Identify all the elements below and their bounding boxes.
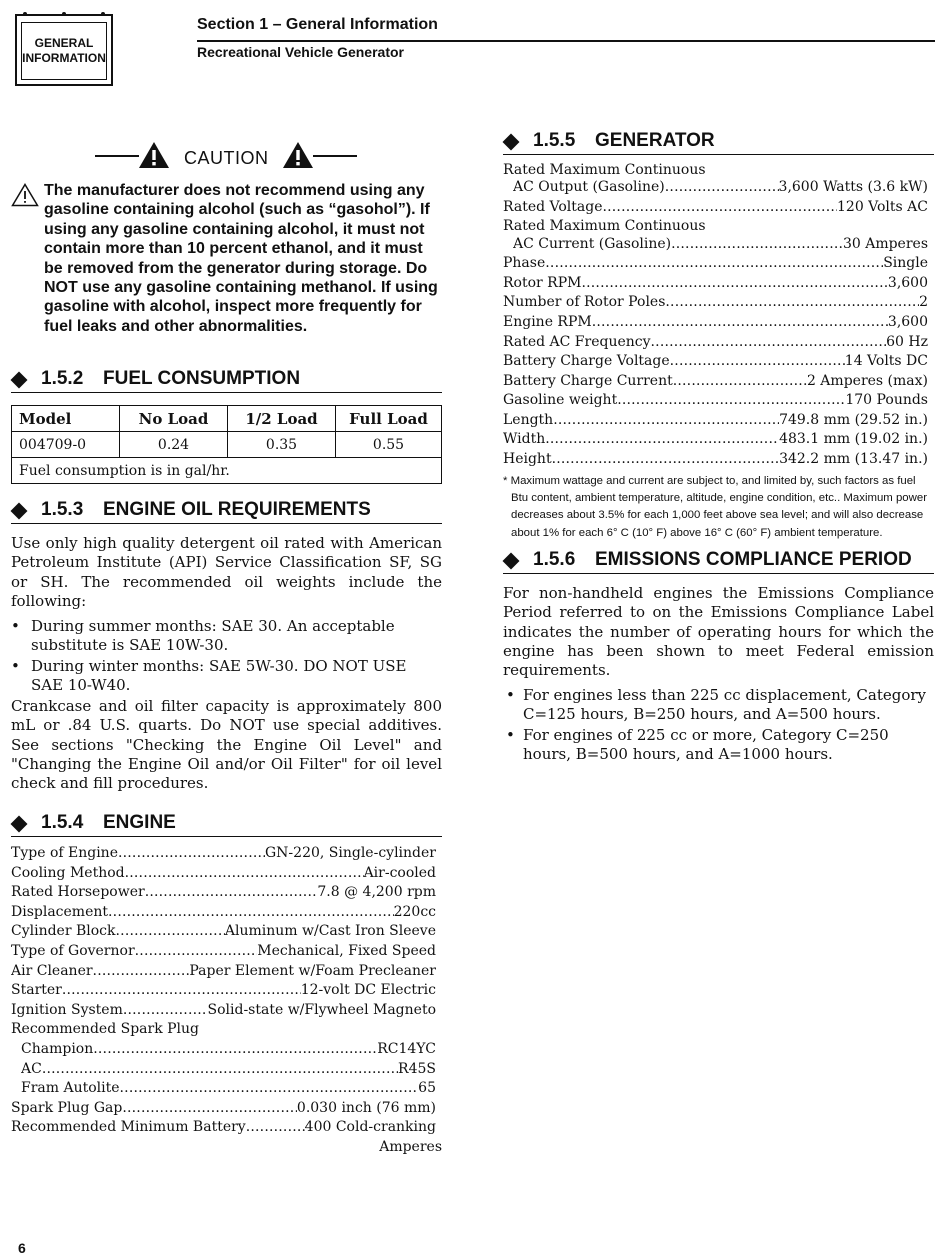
spec-label: Starter <box>11 982 62 998</box>
section-number: 1.5.3 <box>41 499 84 520</box>
header-rule <box>197 40 935 42</box>
spark-plug-heading: Recommended Spark Plug <box>11 1021 200 1037</box>
spec-label: Rated Horsepower <box>11 884 145 900</box>
spec-row <box>11 904 436 924</box>
caution-text: The manufacturer does not recommend using any gasoline containing alcohol (such as “gasohol”). If using any gasoline containing alcohol, it must not contain more than 10 percent ethanol, and it must be removed from the generator during storage. Do NOT use any gasoline containing methanol. If using gasoline with alcohol, inspect more frequently for fuel leaks and other abnormalities. <box>44 182 438 335</box>
column-header: 1/2 Load <box>228 406 336 432</box>
spec-row <box>503 314 928 334</box>
table-note: Fuel consumption is in gal/hr. <box>12 458 442 484</box>
spec-row <box>11 923 436 943</box>
spec-row <box>503 294 928 314</box>
spec-value: 0.030 inch (76 mm) <box>296 1100 436 1116</box>
spec-label: AC Current (Gasoline) <box>513 236 672 252</box>
spec-value-continued: Amperes <box>379 1139 442 1155</box>
spec-value: 3,600 <box>887 275 928 291</box>
spec-value: Single <box>883 255 928 271</box>
spec-value: 400 Cold-cranking <box>304 1119 436 1135</box>
column-header: Model <box>12 406 120 432</box>
spec-value: Aluminum w/Cast Iron Sleeve <box>224 923 436 939</box>
spec-row <box>11 1119 436 1139</box>
footnote-text: * Maximum wattage and current are subject to, and limited by, such factors as fuel Btu content, ambient temperature, altitude, engine condition, etc.. Maximum power decreases about 3.5% for each 1,000 feet above sea level; and will also decrease about 1% for each 6° C (10° F) above 16° C (60° F) ambient temperature. <box>503 475 927 539</box>
spec-label: Type of Engine <box>11 845 118 861</box>
table-cell: 0.55 <box>336 432 442 458</box>
list-item: • For engines less than 225 cc displacement, Category C=125 hours, B=250 hours, and A=500 hours. <box>506 686 934 725</box>
spec-row <box>11 845 436 865</box>
list-item: • During winter months: SAE 5W-30. DO NOT USE SAE 10-W40. <box>11 657 442 696</box>
column-header: No Load <box>120 406 228 432</box>
spec-label: Cylinder Block <box>11 923 116 939</box>
warning-triangle-icon <box>283 142 313 168</box>
spec-value: 65 <box>418 1080 436 1096</box>
spec-value: 3,600 <box>887 314 928 330</box>
spec-heading: Rated Maximum Continuous <box>503 218 706 234</box>
spec-row <box>503 431 928 451</box>
fuel-consumption-heading <box>11 370 442 393</box>
spec-label: Cooling Method <box>11 865 125 881</box>
spec-value: 483.1 mm (19.02 in.) <box>779 431 928 447</box>
spec-label: Battery Charge Current <box>503 373 673 389</box>
spec-value: 220cc <box>393 904 436 920</box>
section-heading: FUEL CONSUMPTION <box>103 368 301 389</box>
spec-row <box>503 199 928 219</box>
spec-row <box>21 1061 436 1081</box>
section-logo <box>15 14 113 86</box>
caution-label: CAUTION <box>184 148 269 168</box>
table-cell: 004709-0 <box>12 432 120 458</box>
diamond-bullet-icon <box>11 503 28 520</box>
caution-heading <box>95 140 357 172</box>
section-number: 1.5.6 <box>533 549 576 570</box>
spec-row <box>11 1002 436 1022</box>
spec-row <box>513 179 928 199</box>
spec-row <box>11 884 436 904</box>
spec-label: Rated Voltage <box>503 199 603 215</box>
spec-value: Mechanical, Fixed Speed <box>257 943 436 959</box>
warning-triangle-icon <box>139 142 169 168</box>
spec-row <box>21 1080 436 1100</box>
spec-row <box>503 353 928 373</box>
list-item-text: During winter months: SAE 5W-30. DO NOT USE SAE 10-W40. <box>31 657 407 695</box>
section-number: 1.5.2 <box>41 368 84 389</box>
warning-outline-icon <box>11 183 39 207</box>
list-item: • During summer months: SAE 30. An acceptable substitute is SAE 10W-30. <box>11 617 442 656</box>
spec-value: 12-volt DC Electric <box>300 982 436 998</box>
spec-label: Phase <box>503 255 546 271</box>
spec-label: Type of Governor <box>11 943 135 959</box>
spec-value: Solid-state w/Flywheel Magneto <box>207 1002 436 1018</box>
section-number: 1.5.5 <box>533 130 576 151</box>
section-heading: ENGINE OIL REQUIREMENTS <box>103 499 371 520</box>
spec-label: Air Cleaner <box>11 963 93 979</box>
spec-value: 170 Pounds <box>845 392 928 408</box>
generator-footnote <box>503 473 933 542</box>
spec-label: Fram Autolite <box>21 1080 120 1096</box>
list-item: • For engines of 225 cc or more, Category C=250 hours, B=500 hours, and A=1000 hours. <box>506 726 934 765</box>
spec-row <box>11 1100 436 1120</box>
table-cell: 0.35 <box>228 432 336 458</box>
spec-label: Height <box>503 451 552 467</box>
spec-label: Ignition System <box>11 1002 123 1018</box>
emissions-intro-paragraph: For non-handheld engines the Emissions Compliance Period referred to on the Emissions Compliance Label indicates the number of operating hours for which the engine has been shown to meet Federal emission requirements. <box>503 584 934 680</box>
spec-label: Rated AC Frequency <box>503 334 651 350</box>
spec-value: 14 Volts DC <box>844 353 928 369</box>
emissions-heading <box>503 551 934 574</box>
spec-row <box>11 963 436 983</box>
oil-outro-paragraph: Crankcase and oil filter capacity is approximately 800 mL or .84 U.S. quarts. Do NOT use special additives. See sections "Checking the Engine Oil Level" and "Changing the Engine Oil and/or Oil Filter" for oil level check and fill procedures. <box>11 697 442 793</box>
spec-label: Rotor RPM <box>503 275 582 291</box>
spec-value: 342.2 mm (13.47 in.) <box>779 451 928 467</box>
spec-label: AC <box>21 1061 42 1077</box>
spec-value: Paper Element w/Foam Precleaner <box>189 963 436 979</box>
column-header: Full Load <box>336 406 442 432</box>
spec-label: Length <box>503 412 554 428</box>
spec-row <box>503 255 928 275</box>
spec-value: 749.8 mm (29.52 in.) <box>779 412 928 428</box>
spec-label: Recommended Minimum Battery <box>11 1119 246 1135</box>
list-item-text: For engines of 225 cc or more, Category C=250 hours, B=500 hours, and A=1000 hours. <box>523 726 889 764</box>
spec-value: 3,600 Watts (3.6 kW) <box>778 179 928 195</box>
spec-row <box>503 275 928 295</box>
logo-line-1: GENERAL <box>34 36 94 50</box>
generator-heading <box>503 132 934 155</box>
section-heading: EMISSIONS COMPLIANCE PERIOD <box>595 549 912 570</box>
spec-row <box>11 943 436 963</box>
engine-heading <box>11 814 442 837</box>
page-number: 6 <box>18 1240 26 1256</box>
logo-line-2: INFORMATION <box>22 51 106 65</box>
spec-row <box>11 982 436 1002</box>
table-note-row <box>12 458 442 484</box>
spec-label: Spark Plug Gap <box>11 1100 123 1116</box>
spec-row <box>503 373 928 393</box>
diamond-bullet-icon <box>503 553 520 570</box>
spec-value: 60 Hz <box>886 334 928 350</box>
spec-value: 30 Amperes <box>842 236 928 252</box>
spec-label: Displacement <box>11 904 109 920</box>
spec-row <box>503 334 928 354</box>
spec-label: AC Output (Gasoline) <box>513 179 665 195</box>
spec-label: Number of Rotor Poles <box>503 294 666 310</box>
spec-value: Air-cooled <box>363 865 436 881</box>
engine-oil-heading <box>11 501 442 524</box>
diamond-bullet-icon <box>11 372 28 389</box>
spec-value: 2 <box>919 294 928 310</box>
spec-row <box>21 1041 436 1061</box>
spec-row <box>503 412 928 432</box>
spec-label: Gasoline weight <box>503 392 618 408</box>
fuel-consumption-table <box>11 405 442 484</box>
spec-label: Champion <box>21 1041 94 1057</box>
spec-value: GN-220, Single-cylinder <box>265 845 436 861</box>
table-cell: 0.24 <box>120 432 228 458</box>
spec-value: RC14YC <box>377 1041 436 1057</box>
oil-intro-paragraph: Use only high quality detergent oil rated with American Petroleum Institute (API) Service Classification SF, SG or SH. The recommended oil weights include the following: <box>11 534 442 610</box>
spec-row <box>513 236 928 256</box>
list-item-text: During summer months: SAE 30. An acceptable substitute is SAE 10W-30. <box>31 617 395 655</box>
spec-label: Engine RPM <box>503 314 592 330</box>
spec-row <box>503 392 928 412</box>
spec-row <box>11 865 436 885</box>
spec-label: Battery Charge Voltage <box>503 353 670 369</box>
section-heading: GENERATOR <box>595 130 715 151</box>
spec-value: 7.8 @ 4,200 rpm <box>317 884 436 900</box>
spec-label: Width <box>503 431 546 447</box>
section-subtitle: Recreational Vehicle Generator <box>197 44 404 60</box>
section-heading: ENGINE <box>103 812 176 833</box>
section-title: Section 1 – General Information <box>197 16 438 33</box>
diamond-bullet-icon <box>11 816 28 833</box>
spec-value: 120 Volts AC <box>837 199 928 215</box>
spec-value: 2 Amperes (max) <box>806 373 928 389</box>
diamond-bullet-icon <box>503 134 520 151</box>
spec-heading: Rated Maximum Continuous <box>503 162 706 178</box>
list-item-text: For engines less than 225 cc displacement, Category C=125 hours, B=250 hours, and A=500 hours. <box>523 686 927 724</box>
table-row <box>12 432 442 458</box>
table-header-row <box>12 406 442 432</box>
spec-value: R45S <box>398 1061 436 1077</box>
section-number: 1.5.4 <box>41 812 84 833</box>
spec-row <box>503 451 928 471</box>
